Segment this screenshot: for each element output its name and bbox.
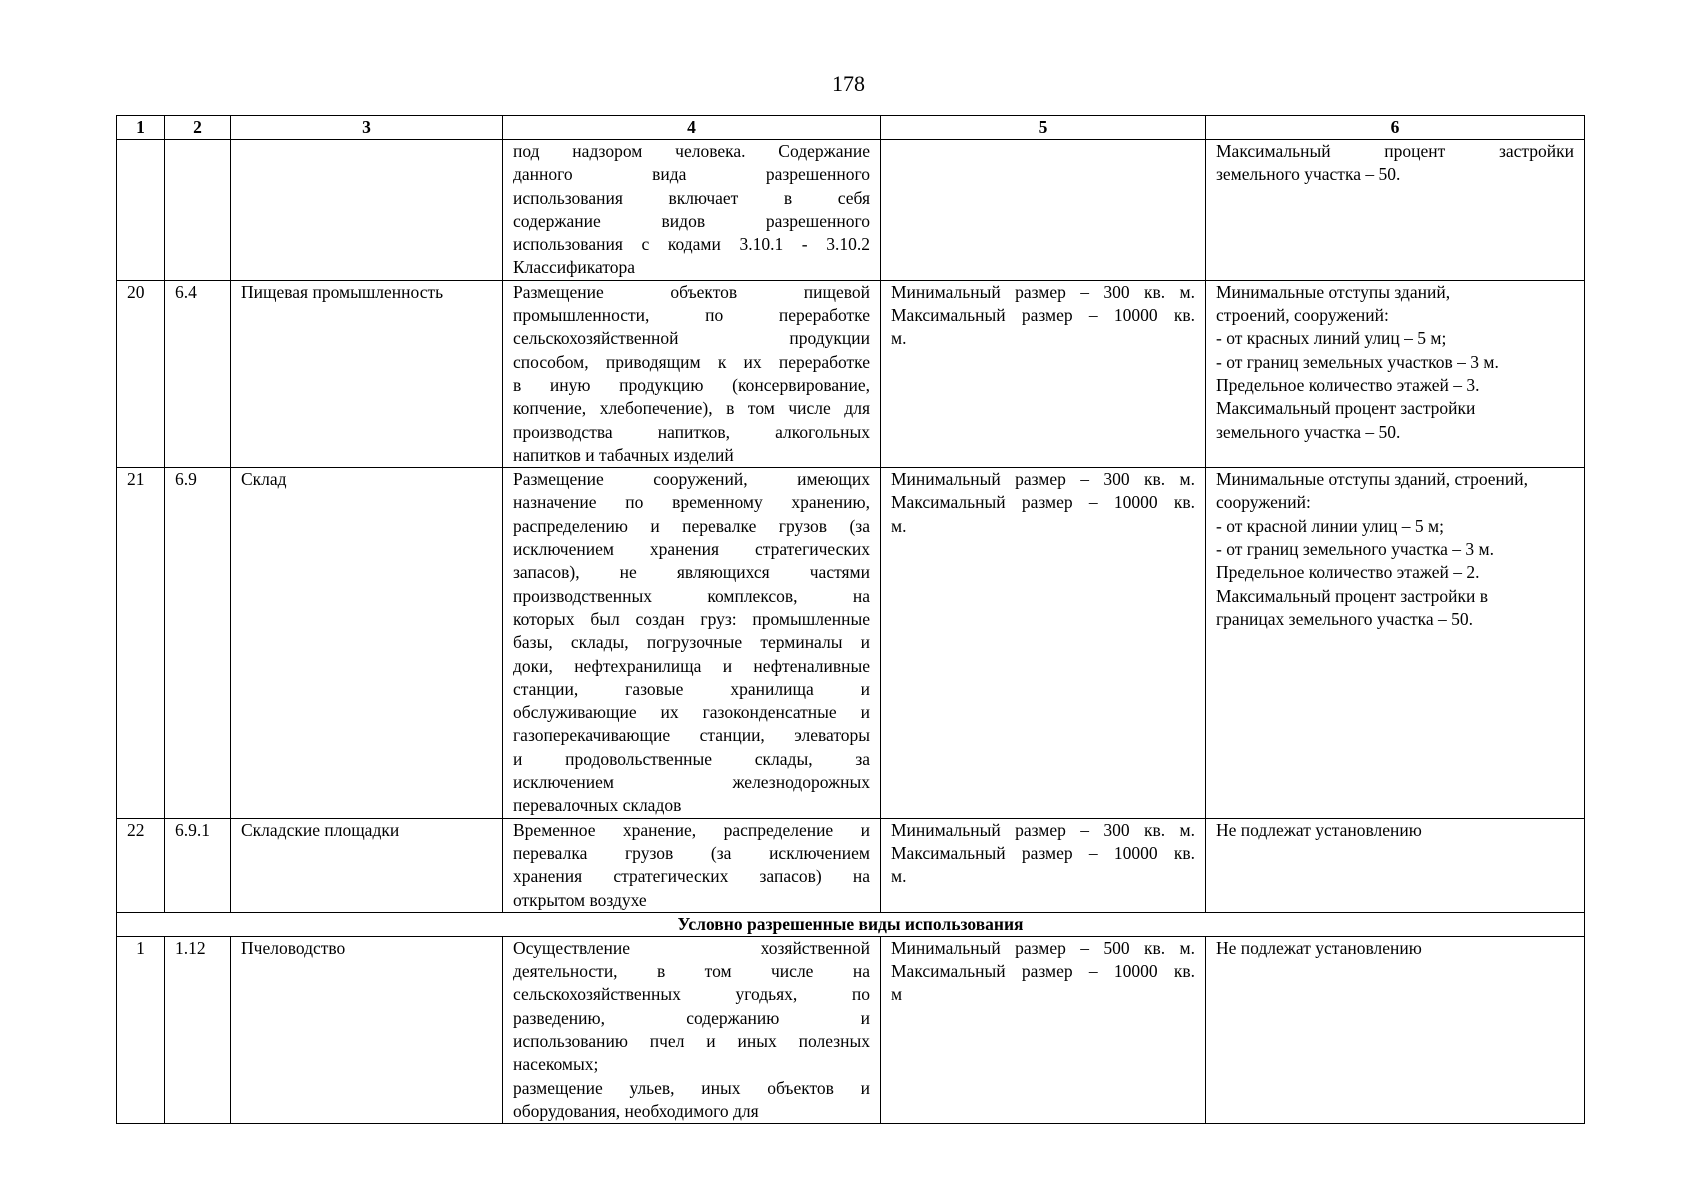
row-size <box>881 468 1206 818</box>
parameter-line: - от границ земельного участка – 3 м. <box>1216 539 1494 560</box>
row-name: Склад <box>231 468 503 818</box>
parameter-line: Максимальный процент застройки в <box>1216 585 1489 606</box>
row-description <box>503 936 881 1123</box>
row-number: 20 <box>117 280 165 467</box>
row-description <box>503 140 881 281</box>
column-header: 2 <box>165 116 231 140</box>
column-header: 6 <box>1206 116 1585 140</box>
row-code <box>165 140 231 281</box>
row-code: 6.9 <box>165 468 231 818</box>
row-parameters <box>1206 140 1585 281</box>
description-line: назначение по временному хранению, <box>513 492 870 513</box>
description-line: и продовольственные склады, за <box>513 748 870 769</box>
row-code: 6.9.1 <box>165 818 231 912</box>
size-line: Минимальный размер – 300 кв. м. <box>891 819 1195 840</box>
description-line: Размещение объектов пищевой <box>513 281 870 302</box>
size-line: Максимальный размер – 10000 кв. <box>891 842 1195 863</box>
land-use-table <box>116 115 1585 1124</box>
parameter-line: сооружений: <box>1216 492 1311 513</box>
parameter-line: Предельное количество этажей – 2. <box>1216 562 1480 583</box>
description-line: содержание видов разрешенного <box>513 210 870 231</box>
description-line: оборудования, необходимого для <box>513 1100 759 1121</box>
column-header: 3 <box>231 116 503 140</box>
description-line: использованию пчел и иных полезных <box>513 1030 870 1051</box>
description-line: станции, газовые хранилища и <box>513 678 870 699</box>
page-number: 178 <box>832 71 865 96</box>
row-parameters <box>1206 936 1585 1123</box>
row-name: Складские площадки <box>231 818 503 912</box>
parameter-line: Не подлежат установлению <box>1216 937 1422 958</box>
description-line: запасов), не являющихся частями <box>513 562 870 583</box>
row-name: Пищевая промышленность <box>231 280 503 467</box>
description-line: сельскохозяйственных угодьях, по <box>513 984 870 1005</box>
description-line: исключением железнодорожных <box>513 772 870 793</box>
description-line: сельскохозяйственной продукции <box>513 328 870 349</box>
parameter-line: границах земельного участка – 50. <box>1216 608 1474 629</box>
description-line: копчение, хлебопечение), в том числе для <box>513 398 870 419</box>
parameter-line: - от границ земельных участков – 3 м. <box>1216 351 1499 372</box>
row-size <box>881 140 1206 281</box>
description-line: насекомых; <box>513 1054 599 1075</box>
row-code: 1.12 <box>165 936 231 1123</box>
description-line: распределению и перевалке грузов (за <box>513 515 870 536</box>
parameter-line: Максимальный процент застройки <box>1216 398 1476 419</box>
table-row <box>117 280 1585 467</box>
parameter-line: Не подлежат установлению <box>1216 819 1422 840</box>
description-line: способом, приводящим к их переработке <box>513 351 870 372</box>
size-line: м. <box>891 328 907 349</box>
description-line: данного вида разрешенного <box>513 164 870 185</box>
description-line: которых был создан груз: промышленные <box>513 608 870 629</box>
row-size <box>881 936 1206 1123</box>
parameter-line: строений, сооружений: <box>1216 305 1389 326</box>
description-line: хранения стратегических запасов) на <box>513 866 870 887</box>
section-row <box>117 912 1585 936</box>
description-line: обслуживающие их газоконденсатные и <box>513 702 870 723</box>
size-line: Минимальный размер – 500 кв. м. <box>891 937 1195 958</box>
description-line: деятельности, в том числе на <box>513 961 870 982</box>
parameter-line: - от красных линий улиц – 5 м; <box>1216 328 1447 349</box>
size-line: Максимальный размер – 10000 кв. <box>891 305 1195 326</box>
row-size <box>881 280 1206 467</box>
description-line: размещение ульев, иных объектов и <box>513 1077 870 1098</box>
size-line: м. <box>891 515 907 536</box>
row-name <box>231 140 503 281</box>
description-line: доки, нефтехранилища и нефтеналивные <box>513 655 870 676</box>
description-line: Временное хранение, распределение и <box>513 819 870 840</box>
row-description <box>503 818 881 912</box>
row-parameters <box>1206 818 1585 912</box>
description-line: промышленности, по переработке <box>513 305 870 326</box>
parameter-line: - от красной линии улиц – 5 м; <box>1216 515 1444 536</box>
column-header: 5 <box>881 116 1206 140</box>
parameter-line: Предельное количество этажей – 3. <box>1216 374 1480 395</box>
description-line: Классификатора <box>513 257 636 278</box>
row-parameters <box>1206 280 1585 467</box>
size-line: м <box>891 984 903 1005</box>
description-line: разведению, содержанию и <box>513 1007 870 1028</box>
size-line: Максимальный размер – 10000 кв. <box>891 961 1195 982</box>
description-line: Осуществление хозяйственной <box>513 937 870 958</box>
description-line: производственных комплексов, на <box>513 585 870 606</box>
table-row <box>117 468 1585 818</box>
size-line: м. <box>891 866 907 887</box>
description-line: открытом воздухе <box>513 889 647 910</box>
description-line: газоперекачивающие станции, элеваторы <box>513 725 870 746</box>
description-line: производства напитков, алкогольных <box>513 421 870 442</box>
column-header: 4 <box>503 116 881 140</box>
row-size <box>881 818 1206 912</box>
row-number <box>117 140 165 281</box>
row-number: 22 <box>117 818 165 912</box>
parameter-line: земельного участка – 50. <box>1216 164 1401 185</box>
description-line: Размещение сооружений, имеющих <box>513 469 870 490</box>
table-row <box>117 936 1585 1123</box>
section-title: Условно разрешенные виды использования <box>117 912 1585 936</box>
row-number: 1 <box>117 936 165 1123</box>
parameter-line: земельного участка – 50. <box>1216 421 1401 442</box>
description-line: использования с кодами 3.10.1 - 3.10.2 <box>513 234 870 255</box>
parameter-line: Максимальный процент застройки <box>1216 141 1574 161</box>
size-line: Минимальный размер – 300 кв. м. <box>891 281 1195 302</box>
parameter-line: Минимальные отступы зданий, <box>1216 281 1451 302</box>
row-description <box>503 280 881 467</box>
row-parameters <box>1206 468 1585 818</box>
description-line: исключением хранения стратегических <box>513 539 870 560</box>
table-row <box>117 818 1585 912</box>
description-line: в иную продукцию (консервирование, <box>513 374 870 395</box>
table-row <box>117 140 1585 281</box>
row-name: Пчеловодство <box>231 936 503 1123</box>
size-line: Минимальный размер – 300 кв. м. <box>891 469 1195 490</box>
header-row <box>117 116 1585 140</box>
description-line: перевалка грузов (за исключением <box>513 842 870 863</box>
description-line: использования включает в себя <box>513 187 870 208</box>
parameter-line: Минимальные отступы зданий, строений, <box>1216 469 1529 490</box>
description-line: базы, склады, погрузочные терминалы и <box>513 632 870 653</box>
description-line: напитков и табачных изделий <box>513 444 734 465</box>
row-code: 6.4 <box>165 280 231 467</box>
column-header: 1 <box>117 116 165 140</box>
description-line: под надзором человека. Содержание <box>513 141 870 161</box>
description-line: перевалочных складов <box>513 795 682 816</box>
row-description <box>503 468 881 818</box>
size-line: Максимальный размер – 10000 кв. <box>891 492 1195 513</box>
row-number: 21 <box>117 468 165 818</box>
